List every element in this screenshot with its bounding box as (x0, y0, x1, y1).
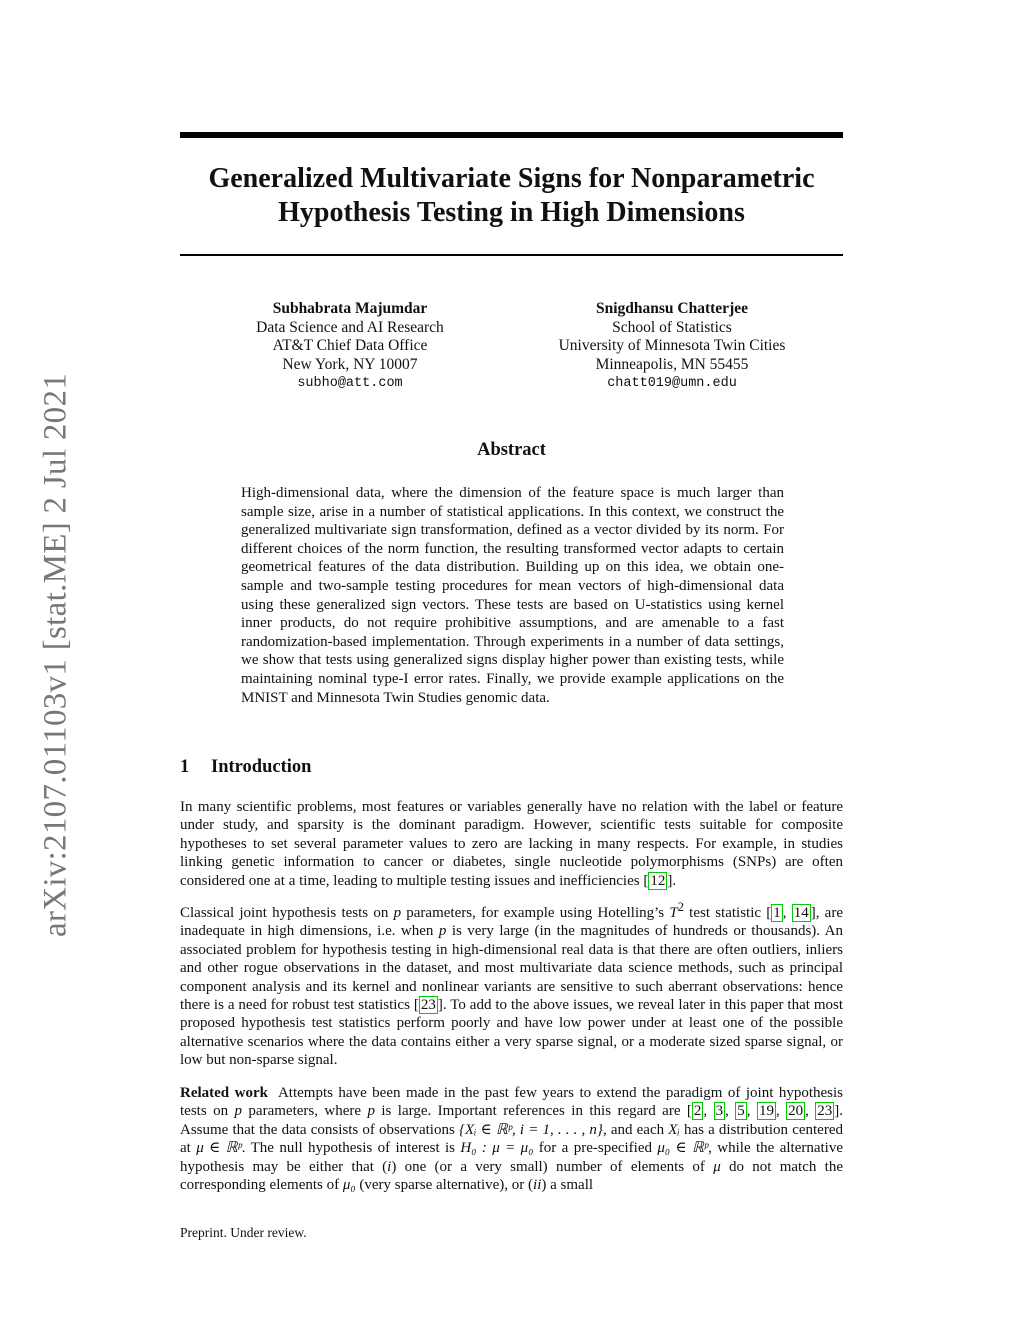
title-line-1: Generalized Multivariate Signs for Nonparametric (208, 163, 815, 194)
paragraph-text: ]. Assume that the data consists of observations (180, 1103, 844, 1138)
footer-note: Preprint. Under review. (180, 1225, 307, 1240)
citation-separator: , (775, 1103, 787, 1120)
paragraph-text: Classical joint hypothesis tests on (180, 905, 394, 921)
math-symbol: p (438, 923, 447, 940)
paragraph-text: do not match the corresponding elements of (180, 1158, 843, 1194)
author-email: chatt019@umn.edu (607, 376, 737, 391)
paragraph-text: , and each (602, 1121, 669, 1138)
citation-separator: , (703, 1103, 714, 1120)
math-symbol: p (393, 905, 402, 921)
title-line-2: Hypothesis Testing in High Dimensions (278, 197, 745, 228)
author-block-1 (210, 300, 490, 394)
math-symbol: μ (713, 1158, 721, 1175)
paragraph-text: . The null hypothesis of interest is (241, 1140, 461, 1157)
math-expression: μ₀ ∈ ℝᵖ (657, 1140, 709, 1157)
citation-link[interactable]: 19 (758, 1103, 774, 1120)
author-email: subho@att.com (297, 376, 403, 391)
paragraph-text: ) a small (541, 1177, 594, 1194)
paper-title (180, 162, 843, 230)
section-number: 1 (180, 757, 190, 777)
math-expression: μ₀ (342, 1177, 356, 1194)
paragraph-text: ]. To add to the above issues, we reveal later in this paper that most proposed hypothesis test statistics perform poorly and have low power under at least one of the possible alternative scenarios where the data contains either a very sparse signal, or a moderate sized sparse signal, or low but non-sparse signal. (180, 997, 844, 1069)
paragraph-text: parameters, for example using Hotelling’s (401, 905, 670, 921)
citation-link[interactable]: 20 (788, 1103, 804, 1120)
paragraph-text: is very large (in the magnitudes of hundreds or thousands). An associated problem for hypothesis testing in high-dimensional real data is that there are often outliers, inliers and other rogue observations in the dataset, and most multivariate data science methods, such as principal component analysis and its kernel and nonlinear variants are sensitive to such aberrant observations: hence there is a need for robust test statistics [ (180, 923, 843, 1014)
math-expression: {Xᵢ ∈ ℝᵖ, i = 1, . . . , n} (458, 1121, 603, 1138)
author-name: Subhabrata Majumdar (272, 300, 428, 317)
intro-paragraph-1 (180, 798, 843, 890)
math-superscript: 2 (677, 900, 684, 914)
paragraph-text: (very sparse alternative), or ( (355, 1177, 534, 1194)
citation-bracket: [ (643, 872, 649, 889)
math-expression: μ ∈ ℝᵖ (196, 1140, 242, 1157)
abstract-text: High-dimensional data, where the dimension of the feature space is much larger than sample size, arise in a number of statistical applications. In this context, we construct the generalized multivariate sign transformation, defined as a vector divided by its norm. For different choices of the norm function, the resulting transformed vector adapts to certain geometrical features of the data distribution. Building up on this idea, we obtain one-sample and two-sample testing procedures for mean vectors of high-dimensional data using these generalized sign vectors. These tests are based on U-statistics using kernel inner products, do not require prohibitive assumptions, and are amenable to a fast randomization-based implementation. Through experiments in a number of data settings, we show that tests using generalized signs display higher power than existing tests, while maintaining nominal type-I error rates. Finally, we provide example applications on the MNIST and Minnesota Twin Studies genomic data. (241, 485, 784, 706)
author-affiliation: University of Minnesota Twin Cities (558, 337, 786, 354)
paragraph-text: is large. Important references in this regard are [ (374, 1103, 692, 1120)
title-rule-top (180, 132, 843, 138)
intro-paragraph-2 (180, 898, 843, 1070)
paragraph-text: ], are inadequate in high dimensions, i.e. when (180, 905, 843, 940)
math-symbol: T (669, 905, 678, 921)
citation-separator: , (746, 1103, 757, 1120)
paragraph-text: , while the alternative hypothesis may be either that ( (180, 1140, 843, 1175)
paragraph-text: In many scientific problems, most features or variables generally have no relation with the label or feature under study, and sparsity is the dominant paradigm. However, scientific tests suitable for composite hypotheses to set several parameter values to zero are lacking in many respects. For example, in studies linking genetic information to cancer or diabetes, single nucleotide polymorphisms (SNPs) are often considered one at a time, leading to multiple testing issues and inefficiencies (180, 799, 843, 889)
citation-link[interactable]: 1 (773, 905, 781, 921)
run-in-heading: Related work (180, 1085, 268, 1101)
citation-bracket: ]. (667, 872, 677, 889)
citation-link[interactable]: 12 (650, 872, 666, 889)
arxiv-sidebar-stamp: arXiv:2107.01103v1 [stat.ME] 2 Jul 2021 (37, 372, 74, 938)
citation-link[interactable]: 23 (817, 1103, 833, 1120)
citation-separator: , (725, 1103, 736, 1120)
citation-separator: , (782, 905, 792, 921)
author-block-2 (512, 300, 832, 394)
math-expression: H₀ : μ = μ₀ (460, 1140, 534, 1157)
paragraph-text: test statistic [ (683, 905, 772, 921)
abstract-heading: Abstract (477, 440, 546, 460)
citation-link[interactable]: 23 (420, 997, 436, 1014)
citation-separator: , (805, 1103, 816, 1120)
math-symbol: p (367, 1103, 375, 1120)
paragraph-text: parameters, where (242, 1103, 368, 1120)
math-expression: Xᵢ (668, 1121, 680, 1138)
citation-link[interactable]: 2 (693, 1103, 702, 1120)
paragraph-text: for a pre-specified (533, 1140, 658, 1157)
math-symbol: ii (533, 1177, 542, 1194)
citation-link[interactable]: 14 (793, 905, 809, 921)
author-affiliation: School of Statistics (612, 318, 732, 336)
author-affiliation: AT&T Chief Data Office (272, 337, 428, 354)
citation-link[interactable]: 5 (737, 1103, 745, 1120)
paragraph-text: ) one (or a very small) number of elements of (391, 1158, 714, 1175)
author-affiliation: Data Science and AI Research (256, 318, 444, 336)
paragraph-text: Attempts have been made in the past few years to extend the paradigm of joint hypothesis tests on (180, 1085, 843, 1120)
author-address: Minneapolis, MN 55455 (595, 355, 749, 373)
related-work-paragraph (180, 1084, 843, 1194)
section-title: Introduction (211, 757, 312, 777)
author-address: New York, NY 10007 (282, 355, 418, 373)
title-rule-bottom (180, 254, 843, 256)
math-symbol: i (387, 1158, 392, 1175)
citation-link[interactable]: 3 (715, 1103, 724, 1120)
section-heading-introduction (180, 757, 311, 778)
math-symbol: p (234, 1103, 243, 1120)
author-name: Snigdhansu Chatterjee (595, 300, 748, 317)
paragraph-text: has a distribution centered at (180, 1121, 843, 1157)
